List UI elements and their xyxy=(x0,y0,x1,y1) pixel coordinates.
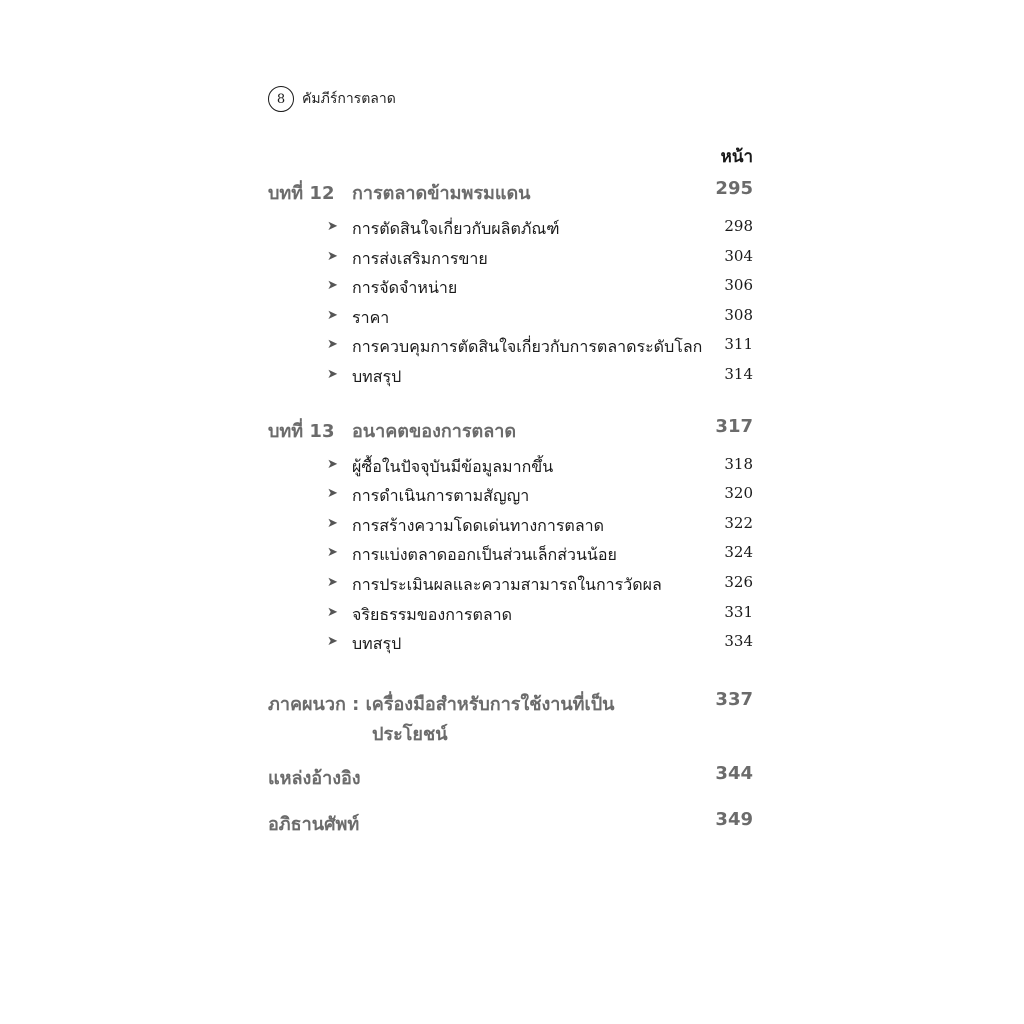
section-page: 344 xyxy=(715,763,753,784)
toc-item-title: การแบ่งตลาดออกเป็นส่วนเล็กส่วนน้อย xyxy=(352,545,617,564)
arrow-icon: ➤ xyxy=(327,605,338,620)
toc-item-title: การควบคุมการตัดสินใจเกี่ยวกับการตลาดระดับโลก xyxy=(352,337,703,356)
toc-item-title: บทสรุป xyxy=(352,367,402,386)
toc-item-page: 314 xyxy=(724,365,753,383)
toc-item-title: บทสรุป xyxy=(352,634,402,653)
section-page: 349 xyxy=(715,809,753,830)
arrow-icon: ➤ xyxy=(327,486,338,501)
toc-item-page: 306 xyxy=(724,276,753,294)
page-header xyxy=(268,86,396,112)
toc-item-page: 318 xyxy=(724,455,753,473)
toc-item-page: 311 xyxy=(724,335,753,353)
chapter-title: อนาคตของการตลาด xyxy=(352,421,517,442)
toc-item-page: 334 xyxy=(724,632,753,650)
toc-item-page: 298 xyxy=(724,217,753,235)
section-title: ภาคผนวก : เครื่องมือสำหรับการใช้งานที่เป็น xyxy=(268,694,615,715)
toc-item-title: การประเมินผลและความสามารถในการวัดผล xyxy=(352,575,662,594)
toc-item[interactable] xyxy=(327,276,753,300)
toc-item-page: 324 xyxy=(724,543,753,561)
toc-item[interactable] xyxy=(327,455,753,479)
toc-item[interactable] xyxy=(327,632,753,656)
toc-item[interactable] xyxy=(327,514,753,538)
arrow-icon: ➤ xyxy=(327,457,338,472)
toc-item-page: 322 xyxy=(724,514,753,532)
toc-item[interactable] xyxy=(327,543,753,567)
appendix-entry[interactable] xyxy=(268,689,753,745)
toc-item-title: การจัดจำหน่าย xyxy=(352,278,458,297)
toc-item-page: 326 xyxy=(724,573,753,591)
toc-item[interactable] xyxy=(327,306,753,330)
references-entry[interactable] xyxy=(268,763,753,789)
toc-item-page: 308 xyxy=(724,306,753,324)
chapter-page: 295 xyxy=(715,178,753,199)
toc-item-page: 331 xyxy=(724,603,753,621)
toc-item-page: 304 xyxy=(724,247,753,265)
book-title: คัมภีร์การตลาด xyxy=(302,91,396,107)
arrow-icon: ➤ xyxy=(327,516,338,531)
chapter-page: 317 xyxy=(715,416,753,437)
toc-item[interactable] xyxy=(327,247,753,271)
arrow-icon: ➤ xyxy=(327,367,338,382)
toc-item-title: การส่งเสริมการขาย xyxy=(352,249,488,268)
section-title-line2: ประโยชน์ xyxy=(372,724,448,745)
toc-item[interactable] xyxy=(327,484,753,508)
chapter-entry[interactable] xyxy=(268,178,753,204)
arrow-icon: ➤ xyxy=(327,634,338,649)
arrow-icon: ➤ xyxy=(327,575,338,590)
chapter-label: บทที่ 13 xyxy=(268,421,335,442)
glossary-entry[interactable] xyxy=(268,809,753,835)
arrow-icon: ➤ xyxy=(327,545,338,560)
arrow-icon: ➤ xyxy=(327,278,338,293)
toc-item-title: ผู้ซื้อในปัจจุบันมีข้อมูลมากขึ้น xyxy=(352,457,554,476)
toc-item-title: การสร้างความโดดเด่นทางการตลาด xyxy=(352,516,604,535)
toc-item[interactable] xyxy=(327,573,753,597)
toc-item[interactable] xyxy=(327,335,753,359)
arrow-icon: ➤ xyxy=(327,308,338,323)
chapter-label: บทที่ 12 xyxy=(268,183,335,204)
chapter-title: การตลาดข้ามพรมแดน xyxy=(352,183,531,204)
chapter-entry[interactable] xyxy=(268,416,753,442)
arrow-icon: ➤ xyxy=(327,219,338,234)
toc-item-title: การดำเนินการตามสัญญา xyxy=(352,486,530,505)
section-title: แหล่งอ้างอิง xyxy=(268,768,361,789)
toc-item[interactable] xyxy=(327,365,753,389)
section-title: อภิธานศัพท์ xyxy=(268,814,360,835)
arrow-icon: ➤ xyxy=(327,337,338,352)
toc-item-page: 320 xyxy=(724,484,753,502)
toc-item[interactable] xyxy=(327,217,753,241)
toc-item[interactable] xyxy=(327,603,753,627)
page-column-label: หน้า xyxy=(720,147,753,167)
toc-item-title: จริยธรรมของการตลาด xyxy=(352,605,513,624)
toc-item-title: ราคา xyxy=(352,308,390,327)
arrow-icon: ➤ xyxy=(327,249,338,264)
page-number: 8 xyxy=(268,86,294,112)
section-page: 337 xyxy=(715,689,753,710)
toc-item-title: การตัดสินใจเกี่ยวกับผลิตภัณฑ์ xyxy=(352,219,560,238)
